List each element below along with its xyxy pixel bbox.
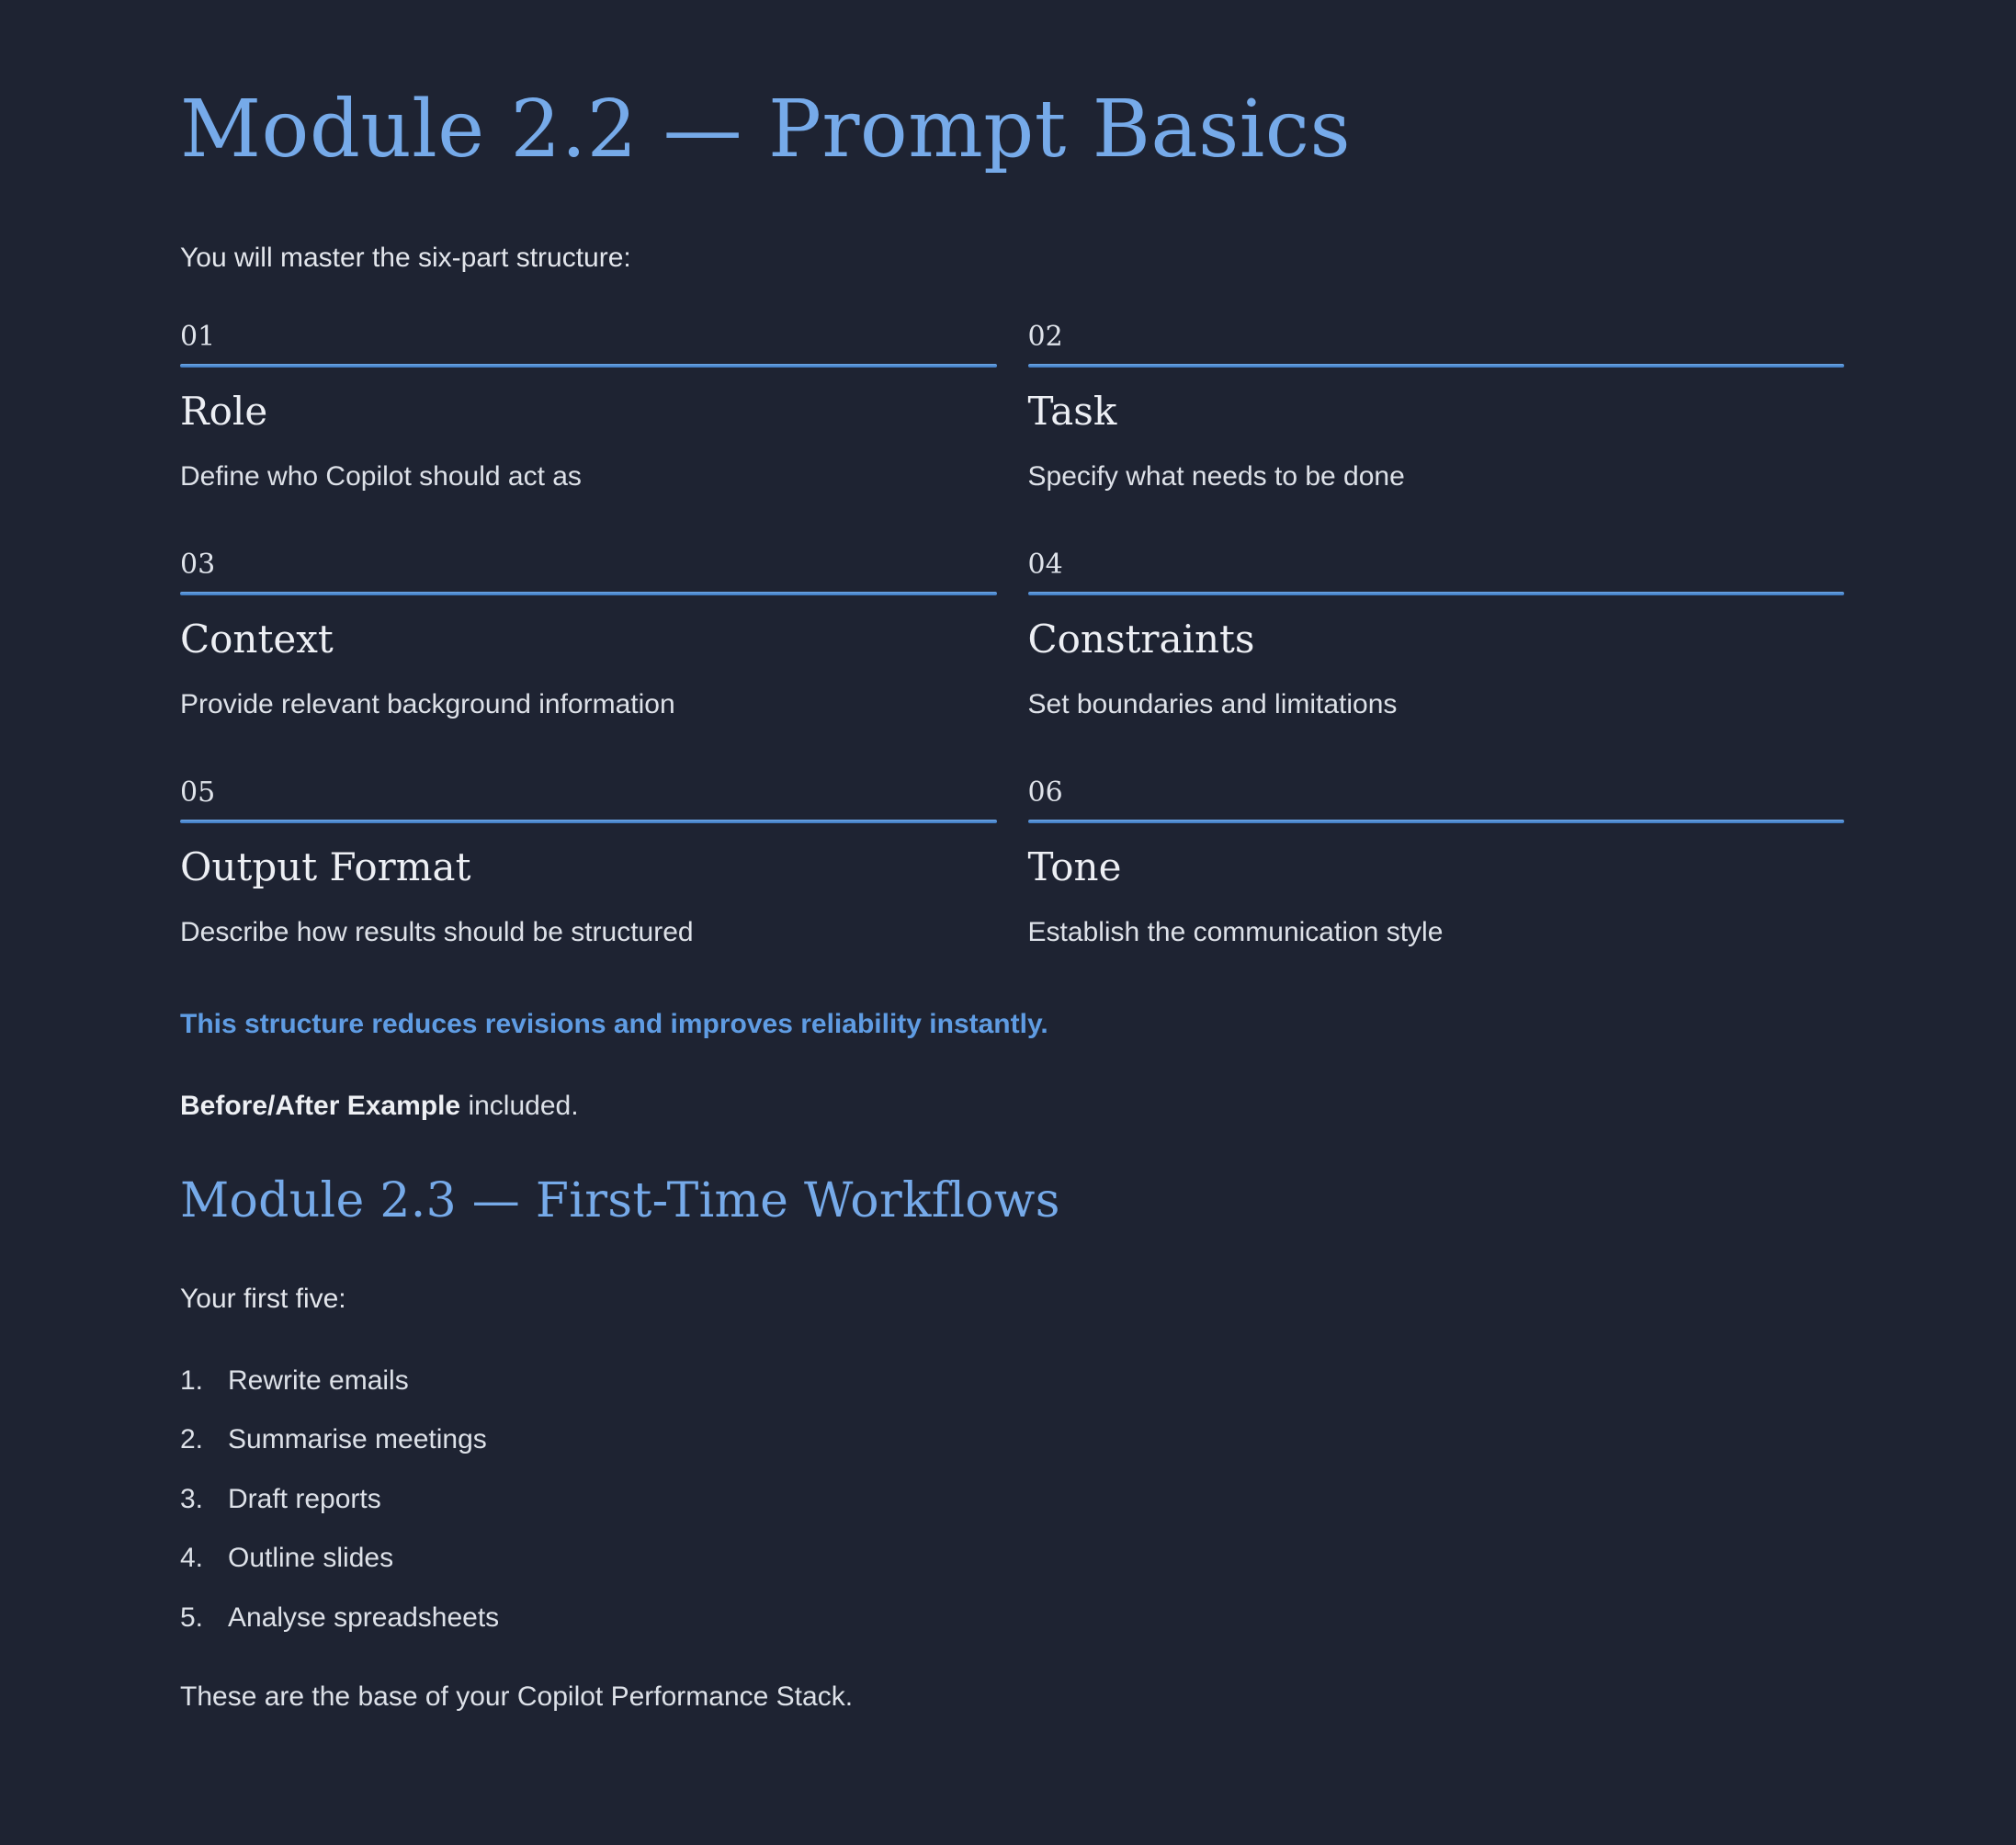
workflow-item-draft-reports	[180, 1481, 1844, 1519]
workflow-label: Draft reports	[228, 1483, 381, 1514]
workflow-label: Rewrite emails	[228, 1364, 409, 1396]
divider-rule	[180, 364, 997, 368]
example-note-rest: included.	[460, 1090, 579, 1121]
item-title: Task	[1027, 389, 1117, 435]
first-five-workflows-list	[180, 1363, 1844, 1637]
workflow-item-analyse-spreadsheets	[180, 1600, 1844, 1637]
structure-item-role	[180, 319, 997, 495]
divider-rule	[1028, 820, 1845, 823]
six-part-structure-grid	[180, 319, 1844, 951]
performance-stack-footer: These are the base of your Copilot Performance Stack.	[180, 1681, 854, 1713]
workflows-intro: Your first five:	[180, 1284, 346, 1315]
workflow-item-outline-slides	[180, 1540, 1844, 1578]
divider-rule	[180, 820, 997, 823]
divider-rule	[1028, 364, 1845, 368]
structure-benefit-highlight: This structure reduces revisions and improves reliability instantly.	[180, 1009, 1048, 1040]
item-description: Define who Copilot should act as	[180, 460, 582, 492]
structure-item-output-format	[180, 775, 997, 951]
divider-rule	[1028, 592, 1845, 595]
item-title: Role	[180, 389, 268, 435]
list-number: 2.	[180, 1424, 204, 1455]
item-description: Set boundaries and limitations	[1027, 688, 1398, 719]
workflow-item-summarise-meetings	[180, 1421, 1844, 1459]
structure-item-context	[180, 547, 997, 723]
structure-intro: You will master the six-part structure:	[180, 242, 631, 273]
divider-rule	[180, 592, 997, 595]
structure-item-constraints	[1028, 547, 1845, 723]
list-number: 4.	[180, 1543, 204, 1574]
item-number: 03	[180, 549, 216, 582]
list-number: 5.	[180, 1602, 204, 1633]
list-number: 3.	[180, 1483, 204, 1514]
item-description: Specify what needs to be done	[1027, 460, 1405, 492]
item-number: 02	[1027, 321, 1063, 354]
item-number: 05	[180, 776, 216, 809]
item-number: 06	[1027, 776, 1063, 809]
workflow-label: Summarise meetings	[228, 1424, 487, 1455]
example-note	[180, 1088, 1844, 1126]
item-title: Output Format	[180, 844, 471, 890]
item-description: Provide relevant background information	[180, 688, 675, 719]
item-number: 04	[1027, 549, 1063, 582]
example-note-bold: Before/After Example	[180, 1090, 461, 1121]
item-title: Constraints	[1027, 617, 1255, 662]
workflow-label: Analyse spreadsheets	[228, 1602, 500, 1633]
workflow-label: Outline slides	[228, 1543, 394, 1574]
module-2-3-title: Module 2.3 — First-Time Workflows	[180, 1173, 1060, 1229]
workflow-item-rewrite-emails	[180, 1363, 1844, 1400]
structure-item-tone	[1028, 775, 1845, 951]
item-description: Describe how results should be structured	[180, 916, 694, 947]
list-number: 1.	[180, 1364, 204, 1396]
item-title: Tone	[1027, 844, 1122, 890]
module-2-2-title: Module 2.2 — Prompt Basics	[180, 84, 1352, 175]
item-description: Establish the communication style	[1027, 916, 1444, 947]
structure-item-task	[1028, 319, 1845, 495]
item-number: 01	[180, 321, 216, 354]
item-title: Context	[180, 617, 334, 662]
